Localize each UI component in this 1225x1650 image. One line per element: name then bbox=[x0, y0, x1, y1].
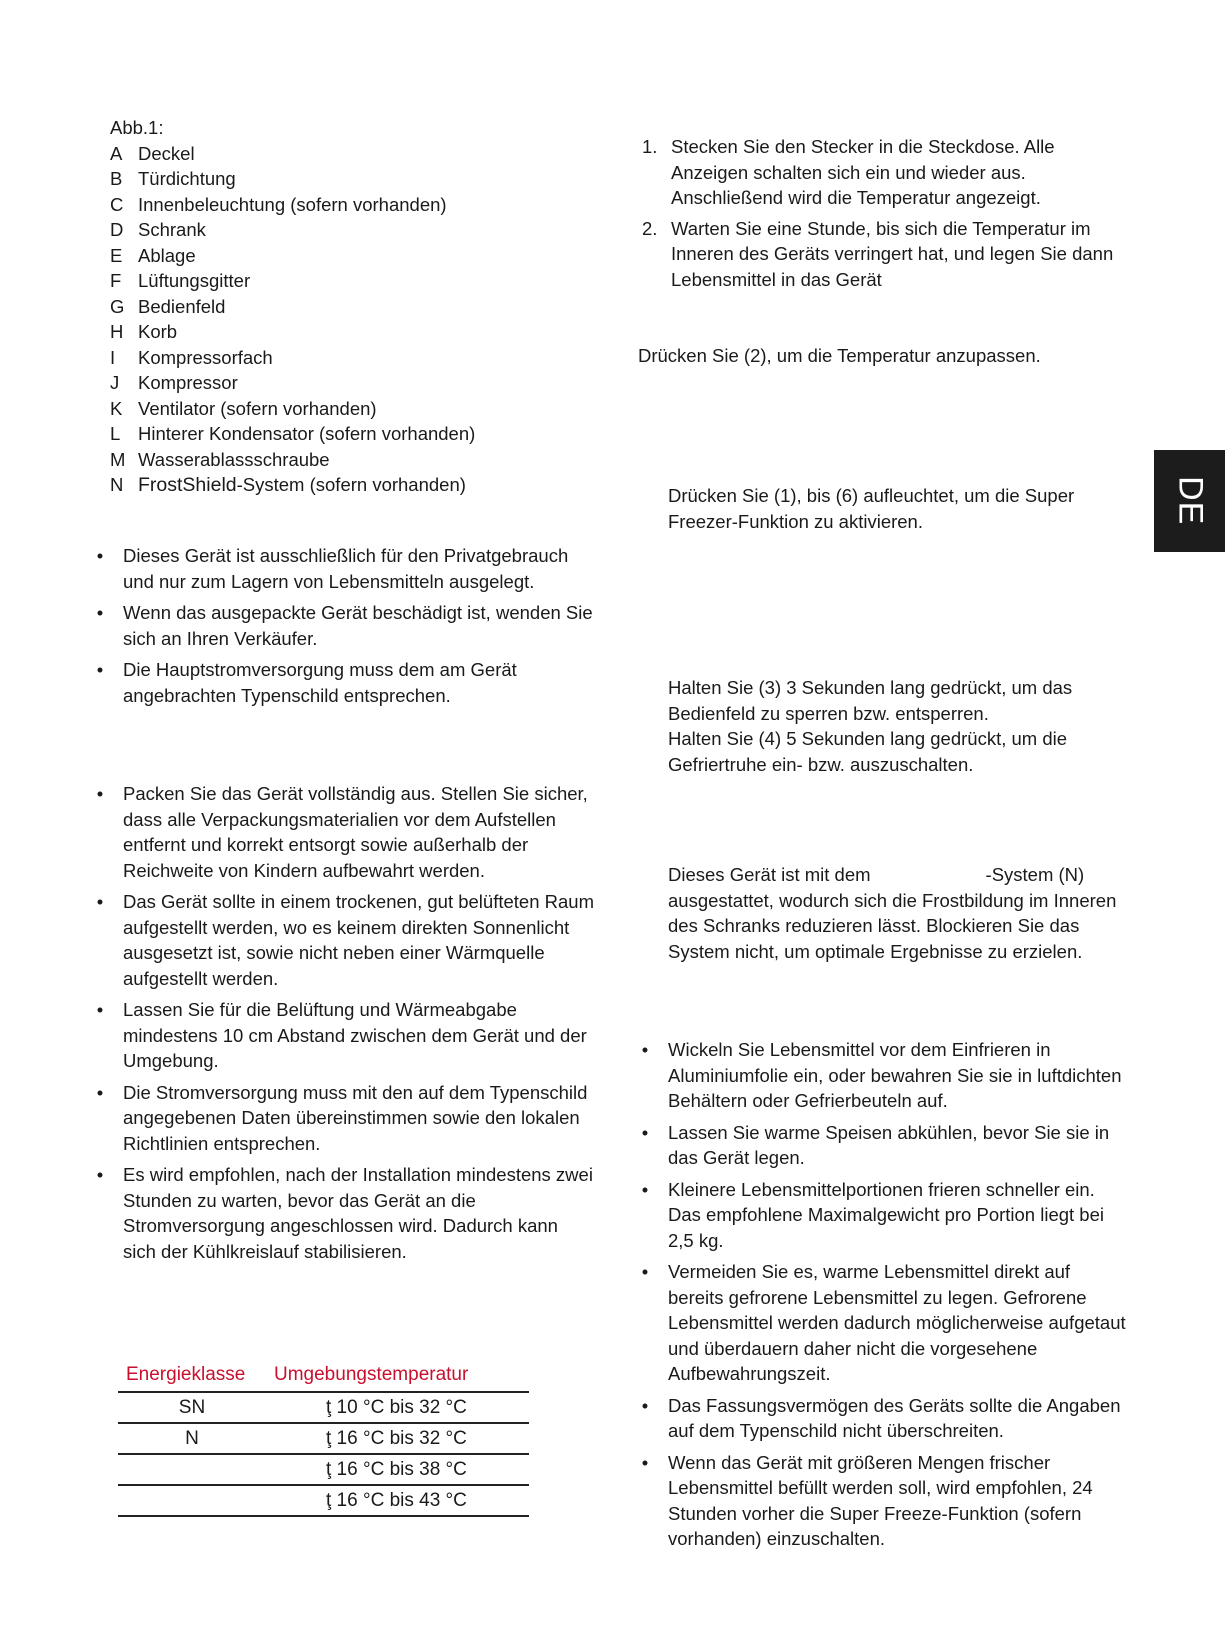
part-letter: M bbox=[110, 448, 126, 470]
part-item bbox=[110, 472, 580, 499]
bullet: • bbox=[96, 1081, 104, 1103]
freezing-tips-list bbox=[640, 1037, 1130, 1558]
bullet: • bbox=[641, 1039, 649, 1060]
part-name: Innenbeleuchtung (sofern vorhanden) bbox=[138, 193, 447, 215]
frost-text-after: -System (N) ausgestattet, wodurch sich die Frostbildung im Inneren des Schranks reduzieren lässt. Blockieren Sie das System nicht, um optimale Ergebnisse zu erzielen. bbox=[668, 864, 1117, 962]
part-item bbox=[110, 319, 580, 345]
part-letter: K bbox=[110, 397, 123, 419]
part-letter: L bbox=[110, 423, 121, 444]
part-name-rest: -System (sofern vorhanden) bbox=[236, 474, 466, 495]
step-number: 2. bbox=[642, 217, 658, 239]
part-name: Türdichtung bbox=[138, 168, 236, 189]
list-item-text: Dieses Gerät ist ausschließlich für den Privatgebrauch und nur zum Lagern von Lebensmitteln ausgelegt. bbox=[123, 545, 569, 592]
setup-steps bbox=[642, 134, 1132, 297]
list-item bbox=[95, 997, 595, 1074]
bullet: • bbox=[96, 999, 104, 1020]
list-item-text: Das Gerät sollte in einem trockenen, gut belüfteten Raum aufgestellt werden, wo es keinem direkten Sonnenlicht ausgesetzt ist, sowie nicht neben einer Wärmquelle aufgestellt werden. bbox=[123, 891, 594, 989]
lock-text: Halten Sie (3) 3 Sekunden lang gedrückt, um das Bedienfeld zu sperren bzw. entsperren. bbox=[668, 677, 1073, 724]
part-name: Schrank bbox=[138, 219, 206, 240]
part-name: Korb bbox=[138, 321, 178, 342]
part-name: Kompressor bbox=[138, 372, 238, 393]
list-item bbox=[640, 1450, 1130, 1552]
part-name bbox=[138, 472, 580, 499]
part-item bbox=[110, 396, 580, 422]
step-number: 1. bbox=[642, 136, 658, 157]
intended-use-list bbox=[95, 543, 595, 714]
bullet: • bbox=[96, 602, 104, 623]
table-cell-class bbox=[118, 1485, 266, 1516]
list-item bbox=[640, 1177, 1130, 1254]
part-item bbox=[110, 166, 580, 192]
part-item bbox=[110, 294, 580, 320]
table-cell-temp: ţ 16 °C bis 32 °C bbox=[266, 1423, 529, 1454]
list-item-text: Packen Sie das Gerät vollständig aus. Stellen Sie sicher, dass alle Verpackungsmaterialien vor dem Aufstellen entfernt und korrekt entsorgt sowie außerhalb der Reichweite von Kindern aufbewahrt werden. bbox=[123, 783, 588, 881]
bullet: • bbox=[96, 891, 104, 912]
list-item-text: Die Stromversorgung muss mit den auf dem Typenschild angegebenen Daten übereinstimmen sowie den lokalen Richtlinien entsprechen. bbox=[123, 1081, 588, 1154]
list-item-text: Wickeln Sie Lebensmittel vor dem Einfrieren in Aluminiumfolie ein, oder bewahren Sie sie in luftdichten Behältern oder Gefrierbeuteln auf. bbox=[668, 1039, 1122, 1111]
list-item bbox=[95, 600, 595, 651]
bullet: • bbox=[641, 1121, 649, 1143]
list-item bbox=[640, 1120, 1130, 1171]
list-item bbox=[95, 1162, 595, 1264]
table-row bbox=[118, 1423, 529, 1454]
table-cell-temp: ţ 10 °C bis 32 °C bbox=[266, 1392, 529, 1423]
list-item-text: Wenn das ausgepackte Gerät beschädigt ist, wenden Sie sich an Ihren Verkäufer. bbox=[123, 602, 593, 649]
part-item bbox=[110, 192, 580, 218]
table-row bbox=[118, 1454, 529, 1485]
parts-title: Abb.1: bbox=[110, 117, 164, 138]
part-name: Deckel bbox=[138, 142, 195, 164]
frostshield-brand: FrostShield bbox=[138, 474, 237, 496]
part-name: Kompressorfach bbox=[138, 346, 273, 368]
list-item-text: Das Fassungsvermögen des Geräts sollte die Angaben auf dem Typenschild nicht überschreiten. bbox=[668, 1394, 1121, 1441]
bullet: • bbox=[96, 659, 104, 680]
table-row bbox=[118, 1485, 529, 1516]
part-item bbox=[110, 243, 580, 269]
frostshield-text bbox=[668, 862, 1138, 964]
header-ambient-temp: Umgebungstemperatur bbox=[266, 1361, 529, 1392]
table-cell-class bbox=[118, 1454, 266, 1485]
part-name: Wasserablassschraube bbox=[138, 448, 330, 470]
bullet: • bbox=[96, 1164, 104, 1185]
table-cell-temp: ţ 16 °C bis 43 °C bbox=[266, 1485, 529, 1516]
part-item bbox=[110, 370, 580, 396]
list-item-text: Wenn das Gerät mit größeren Mengen frischer Lebensmittel befüllt werden soll, wird empfohlen, 24 Stunden vorher die Super Freeze-Funktion (sofern vorhanden) einzuschalten. bbox=[668, 1451, 1093, 1549]
energy-class-table bbox=[118, 1361, 529, 1517]
list-item-text: Lassen Sie warme Speisen abkühlen, bevor Sie sie in das Gerät legen. bbox=[668, 1121, 1110, 1168]
list-item bbox=[95, 889, 595, 991]
list-item bbox=[95, 781, 595, 883]
part-item bbox=[110, 217, 580, 243]
bullet: • bbox=[641, 1261, 649, 1282]
language-tab bbox=[1154, 450, 1225, 552]
list-item bbox=[95, 657, 595, 708]
part-letter: B bbox=[110, 168, 123, 189]
part-name: Lüftungsgitter bbox=[138, 270, 251, 291]
part-item bbox=[110, 447, 580, 473]
part-letter: J bbox=[110, 372, 120, 393]
list-item bbox=[640, 1259, 1130, 1387]
part-item bbox=[110, 141, 580, 167]
bullet: • bbox=[641, 1394, 649, 1416]
bullet: • bbox=[96, 545, 104, 566]
bullet: • bbox=[96, 783, 104, 804]
super-freezer-text: Drücken Sie (1), bis (6) aufleuchtet, um die Super Freezer-Funktion zu aktivieren. bbox=[668, 485, 1075, 532]
step-text: Warten Sie eine Stunde, bis sich die Temperatur im Inneren des Geräts verringert hat, und legen Sie dann Lebensmittel in das Gerät bbox=[671, 217, 1114, 290]
header-energy-class: Energieklasse bbox=[118, 1361, 266, 1392]
list-item bbox=[640, 1037, 1130, 1114]
table-row bbox=[118, 1392, 529, 1423]
part-letter: A bbox=[110, 142, 123, 164]
lock-power-text bbox=[668, 675, 1138, 777]
table-cell-class: N bbox=[118, 1423, 266, 1454]
part-letter: G bbox=[110, 295, 125, 317]
part-letter: N bbox=[110, 474, 124, 495]
part-item bbox=[110, 268, 580, 294]
part-letter: F bbox=[110, 270, 122, 291]
part-item bbox=[110, 421, 580, 447]
step-text: Stecken Sie den Stecker in die Steckdose. Alle Anzeigen schalten sich ein und wieder aus. Anschließend wird die Temperatur angezeigt. bbox=[671, 136, 1055, 208]
power-text: Halten Sie (4) 5 Sekunden lang gedrückt, um die Gefriertruhe ein- bzw. auszuschalten. bbox=[668, 728, 1068, 775]
bullet: • bbox=[641, 1451, 649, 1473]
frost-text-before: Dieses Gerät ist mit dem bbox=[668, 864, 871, 885]
part-name: Hinterer Kondensator (sofern vorhanden) bbox=[138, 423, 476, 444]
part-item bbox=[110, 345, 580, 371]
part-letter: H bbox=[110, 321, 124, 342]
list-item-text: Lassen Sie für die Belüftung und Wärmeabgabe mindestens 10 cm Abstand zwischen dem Gerät und der Umgebung. bbox=[123, 999, 587, 1071]
list-item-text: Kleinere Lebensmittelportionen frieren schneller ein. Das empfohlene Maximalgewicht pro Portion liegt bei 2,5 kg. bbox=[668, 1178, 1104, 1251]
step-item bbox=[642, 134, 1132, 211]
list-item bbox=[95, 543, 595, 594]
part-letter: C bbox=[110, 193, 124, 215]
list-item-text: Vermeiden Sie es, warme Lebensmittel direkt auf bereits gefrorene Lebensmittel zu legen. Gefrorene Lebensmittel werden dadurch möglicherweise aufgetaut und überdauern daher nicht die vorgesehene Aufbewahrungszeit. bbox=[668, 1261, 1126, 1384]
part-letter: E bbox=[110, 244, 123, 266]
part-name: Ventilator (sofern vorhanden) bbox=[138, 397, 377, 419]
parts-list bbox=[110, 115, 580, 499]
part-letter: D bbox=[110, 219, 124, 240]
step-item bbox=[642, 216, 1132, 293]
table-header-row bbox=[118, 1361, 529, 1392]
list-item-text: Es wird empfohlen, nach der Installation mindestens zwei Stunden zu warten, bevor das Gerät an die Stromversorgung angeschlossen wird. Dadurch kann sich der Kühlkreislauf stabilisieren. bbox=[123, 1164, 593, 1262]
list-item bbox=[640, 1393, 1130, 1444]
temperature-adjust-text: Drücken Sie (2), um die Temperatur anzupassen. bbox=[638, 345, 1041, 366]
part-letter: I bbox=[110, 346, 116, 368]
part-name: Ablage bbox=[138, 244, 196, 266]
language-tab-label: DE bbox=[1171, 476, 1210, 526]
list-item bbox=[95, 1080, 595, 1157]
part-name: Bedienfeld bbox=[138, 295, 226, 317]
table-cell-class: SN bbox=[118, 1392, 266, 1423]
installation-list bbox=[95, 781, 595, 1270]
table-cell-temp: ţ 16 °C bis 38 °C bbox=[266, 1454, 529, 1485]
bullet: • bbox=[641, 1178, 649, 1200]
list-item-text: Die Hauptstromversorgung muss dem am Gerät angebrachten Typenschild entsprechen. bbox=[123, 659, 517, 706]
